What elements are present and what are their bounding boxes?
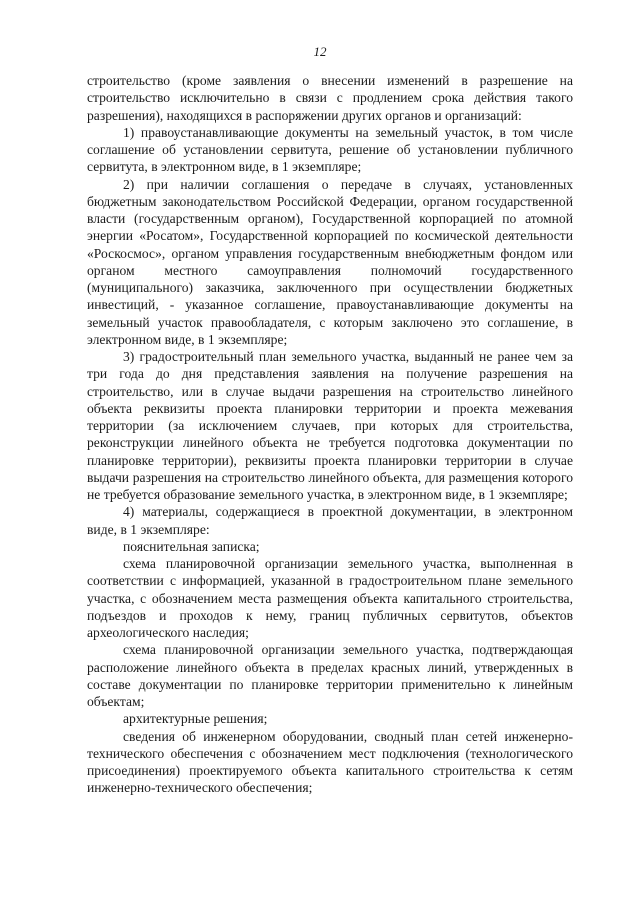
paragraph-explanatory-note: пояснительная записка; xyxy=(123,538,260,554)
paragraph-item-1: 1) правоустанавливающие документы на земельный участок, в том числе соглашение об установлении сервитута, решение об установлении публичного сервитута, в электронном виде, в 1 экземпляре; xyxy=(87,124,573,175)
paragraph-architectural-solutions: архитектурные решения; xyxy=(123,711,268,727)
paragraph-site-plan-scheme: схема планировочной организации земельного участка, выполненная в соответствии с информацией, указанной в градостроительном плане земельного участка, с обозначением места размещения объекта капитального строительства, подъездов и проходов к нему, границ публичных сервитутов, объектов археологического наследия; xyxy=(87,556,573,640)
page-number: 12 xyxy=(313,44,327,59)
paragraph-item-3: 3) градостроительный план земельного участка, выданный не ранее чем за три года до дня представления заявления на получение разрешения на строительство, или в случае выдачи разрешения на строительство линейного объекта реквизиты проекта планировки территории и проекта межевания территории (за исключением случаев, при которых для строительства, реконструкции линейного объекта не требуется подготовка документации по планировке территории), реквизиты проекта планировки территории в случае выдачи разрешения на строительство линейного объекта, для размещения которого не требуется образование земельного участка, в электронном виде, в 1 экземпляре; xyxy=(87,349,573,502)
paragraph-continuation: строительство (кроме заявления о внесении изменений в разрешение на строительство исключительно в связи с продлением срока действия такого разрешения), находящихся в распоряжении других органов и организаций: xyxy=(87,73,573,123)
paragraph-item-4: 4) материалы, содержащиеся в проектной документации, в электронном виде, в 1 экземпляре: xyxy=(87,504,573,537)
body-text xyxy=(87,72,573,797)
paragraph-item-2: 2) при наличии соглашения о передаче в случаях, установленных бюджетным законодательством Российской Федерации, органом государственной власти (государственным органом), Государственной корпорацией по атомной энергии «Росатом», Государственной корпорацией по космической деятельности «Роскосмос», органом управления государственным внебюджетным фондом или органом местного самоуправления полномочий государственного (муниципального) заказчика, заключенного при осуществлении бюджетных инвестиций, - указанное соглашение, правоустанавливающие документы на земельный участок правообладателя, с которым заключено это соглашение, в электронном виде, в 1 экземпляре; xyxy=(87,176,573,347)
paragraph-engineering-equipment: сведения об инженерном оборудовании, сводный план сетей инженерно-технического обеспечения с обозначением мест подключения (технологического присоединения) проектируемого объекта капитального строительства к сетям инженерно-технического обеспечения; xyxy=(87,728,573,796)
paragraph-linear-object-scheme: схема планировочной организации земельного участка, подтверждающая расположение линейного объекта в пределах красных линий, утвержденных в составе документации по планировке территории применительно к линейным объектам; xyxy=(87,642,573,709)
